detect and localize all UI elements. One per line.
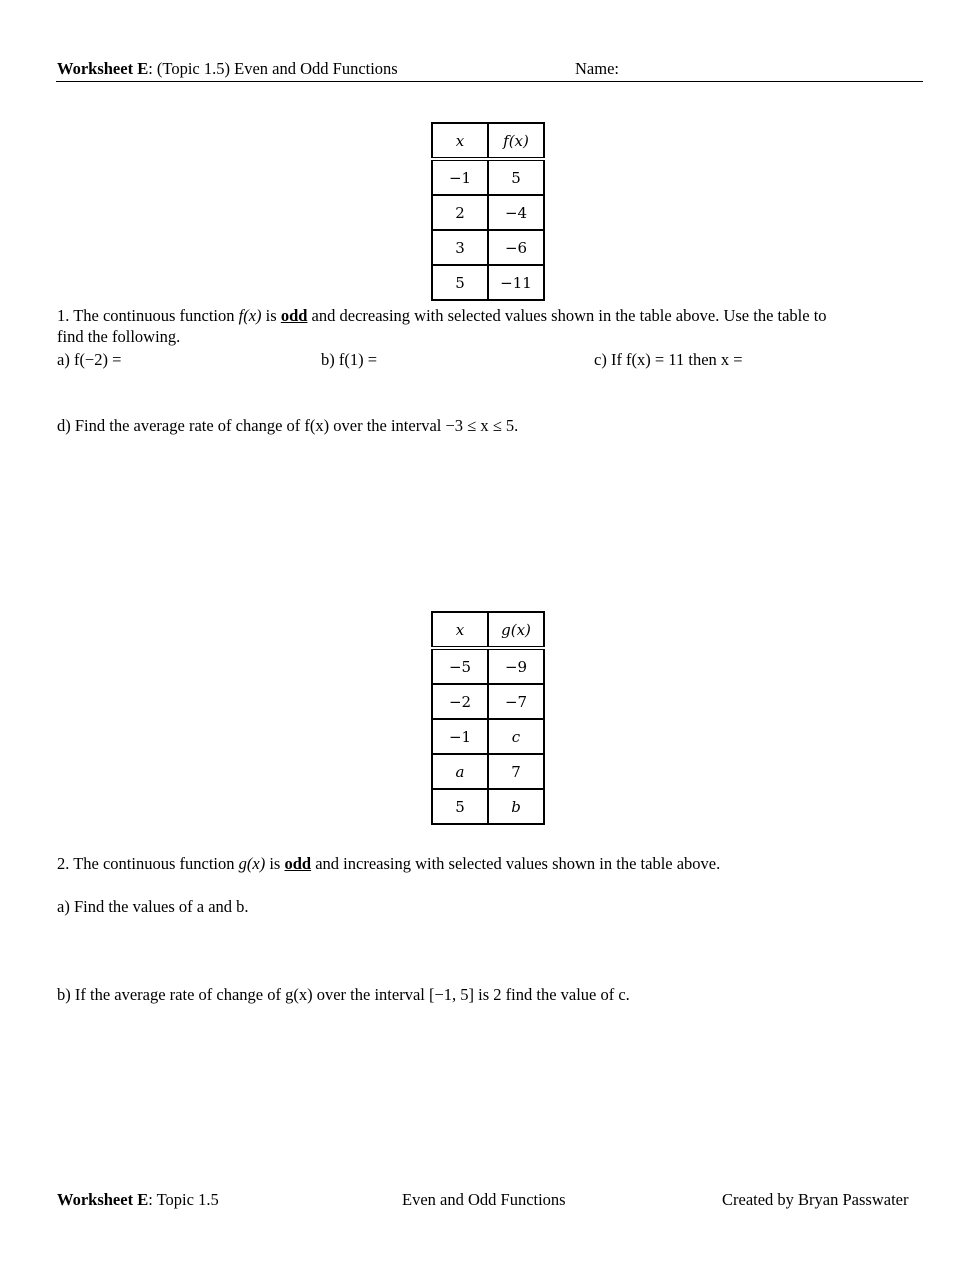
footer-left [57,1190,219,1210]
table-row [432,684,544,719]
problem-1c: c) If f(x) = 11 then x = [594,350,743,369]
problem-1-intro-line2: find the following. [57,327,181,346]
table-row [432,265,544,300]
footer-center: Even and Odd Functions [402,1190,566,1209]
footer-left-bold: Worksheet E [57,1190,149,1209]
table-cell: −9 [488,648,544,684]
problem-2-intro [57,854,720,874]
table-header-row [432,612,544,648]
problem-1-odd: odd [280,306,308,325]
table-cell: 7 [488,754,544,789]
table-cell: −7 [488,684,544,719]
problem-1d: d) Find the average rate of change of f(x) over the interval −3 ≤ x ≤ 5. [57,416,519,435]
table-row [432,719,544,754]
table-cell: c [488,719,544,754]
footer-right: Created by Bryan Passwater [722,1190,909,1209]
table-row [432,789,544,824]
problem-1-function: f(x) [238,306,262,325]
table-cell: −5 [432,648,488,684]
values-table-f [431,122,545,301]
table-cell: 5 [488,159,544,195]
table-header-cell: f(x) [488,123,544,159]
values-table-g [431,611,545,825]
problem-2b: b) If the average rate of change of g(x) over the interval [−1, 5] is 2 find the value of c. [57,985,630,1004]
problem-2-odd: odd [284,854,312,873]
table-cell: −1 [432,719,488,754]
name-label: Name: [575,59,619,78]
table-cell: 5 [432,789,488,824]
problem-1-intro-pre: 1. The continuous function [57,306,239,325]
header-divider [56,81,923,82]
table-row [432,159,544,195]
table-row [432,195,544,230]
table-cell: −2 [432,684,488,719]
problem-1-intro-post: and decreasing with selected values shown in the table above. Use the table to [307,306,827,325]
problem-2-is: is [265,854,285,873]
worksheet-title-rest: : (Topic 1.5) Even and Odd Functions [148,59,398,78]
table-header-cell: x [432,612,488,648]
table-cell: b [488,789,544,824]
table-header-cell: x [432,123,488,159]
problem-1-is: is [261,306,281,325]
table-cell: 5 [432,265,488,300]
problem-2a: a) Find the values of a and b. [57,897,249,916]
worksheet-title-bold: Worksheet E [57,59,149,78]
table-header-cell: g(x) [488,612,544,648]
table-row [432,754,544,789]
table-header-row [432,123,544,159]
table-cell: a [432,754,488,789]
problem-1b: b) f(1) = [321,350,378,369]
table-cell: −4 [488,195,544,230]
problem-1-intro [57,306,827,326]
table-row [432,648,544,684]
table-cell: −1 [432,159,488,195]
table-cell: −11 [488,265,544,300]
table-row [432,230,544,265]
problem-2-intro-post: and increasing with selected values shown in the table above. [311,854,721,873]
footer-left-rest: : Topic 1.5 [148,1190,219,1209]
table-cell: 3 [432,230,488,265]
problem-1a: a) f(−2) = [57,350,122,369]
worksheet-title [57,59,398,79]
table-cell: 2 [432,195,488,230]
problem-2-intro-pre: 2. The continuous function [57,854,239,873]
table-cell: −6 [488,230,544,265]
problem-2-function: g(x) [238,854,266,873]
